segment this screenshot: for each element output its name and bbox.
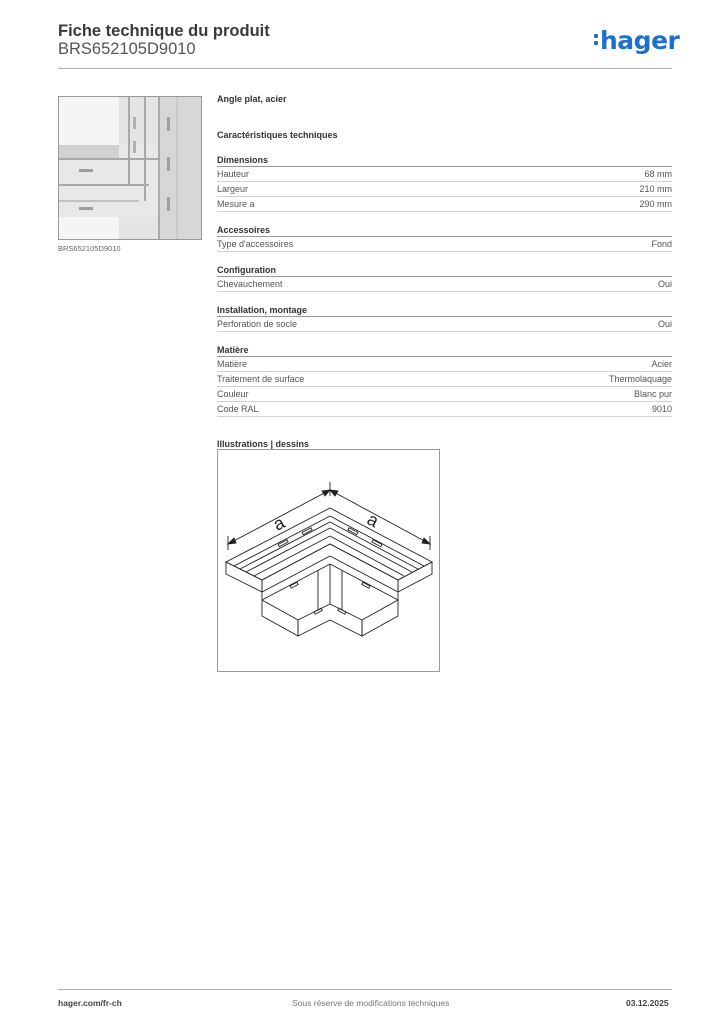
product-image bbox=[58, 96, 202, 240]
spec-label: Largeur bbox=[217, 184, 249, 194]
spec-row bbox=[217, 387, 672, 402]
spec-label: Hauteur bbox=[217, 169, 250, 179]
header-divider bbox=[58, 68, 672, 69]
spec-label: Perforation de socle bbox=[217, 319, 298, 329]
group-configuration bbox=[217, 265, 672, 292]
spec-value: 9010 bbox=[651, 404, 672, 414]
footer-divider bbox=[58, 989, 672, 990]
spec-row bbox=[217, 237, 672, 252]
dimension-label-right: a bbox=[363, 508, 383, 532]
footer-website-link[interactable]: hager.com/fr-ch bbox=[58, 998, 122, 1008]
spec-value: 68 mm bbox=[644, 169, 672, 179]
spec-row bbox=[217, 167, 672, 182]
spec-value: Thermolaquage bbox=[608, 374, 672, 384]
spec-row bbox=[217, 357, 672, 372]
spec-row bbox=[217, 372, 672, 387]
group-dimensions bbox=[217, 155, 672, 212]
group-installation bbox=[217, 305, 672, 332]
spec-value: Oui bbox=[657, 279, 672, 289]
spec-label: Traitement de surface bbox=[217, 374, 305, 384]
group-title: Accessoires bbox=[217, 225, 672, 237]
spec-label: Code RAL bbox=[217, 404, 259, 414]
spec-value: 290 mm bbox=[639, 199, 672, 209]
group-title: Installation, montage bbox=[217, 305, 672, 317]
spec-row bbox=[217, 402, 672, 417]
product-photo-illustration bbox=[59, 97, 202, 240]
spec-row bbox=[217, 197, 672, 212]
flat-angle-line-drawing bbox=[218, 450, 439, 671]
characteristics-heading: Caractéristiques techniques bbox=[217, 130, 338, 140]
spec-label: Matière bbox=[217, 359, 248, 369]
product-reference: BRS652105D9010 bbox=[58, 40, 196, 58]
page-title: Fiche technique du produit bbox=[58, 22, 270, 40]
group-material bbox=[217, 345, 672, 417]
brand-name: hager bbox=[600, 26, 680, 55]
illustrations-heading: Illustrations | dessins bbox=[217, 439, 310, 449]
spec-label: Chevauchement bbox=[217, 279, 283, 289]
group-title: Configuration bbox=[217, 265, 672, 277]
group-accessories bbox=[217, 225, 672, 252]
footer-disclaimer: Sous réserve de modifications techniques bbox=[292, 998, 450, 1008]
technical-drawing bbox=[217, 449, 440, 672]
spec-value: Oui bbox=[657, 319, 672, 329]
brand-logo[interactable] bbox=[594, 26, 679, 55]
group-title: Matière bbox=[217, 345, 672, 357]
spec-label: Couleur bbox=[217, 389, 249, 399]
spec-label: Mesure a bbox=[217, 199, 255, 209]
specification-block bbox=[217, 94, 672, 451]
spec-value: Fond bbox=[651, 239, 672, 249]
group-title: Dimensions bbox=[217, 155, 672, 167]
logo-dots-icon bbox=[594, 33, 598, 47]
product-image-caption: BRS652105D9010 bbox=[58, 244, 121, 253]
spec-value: Acier bbox=[651, 359, 672, 369]
footer-date: 03.12.2025 bbox=[626, 998, 669, 1008]
spec-row bbox=[217, 317, 672, 332]
spec-value: Blanc pur bbox=[633, 389, 672, 399]
spec-row bbox=[217, 277, 672, 292]
product-name: Angle plat, acier bbox=[217, 94, 287, 104]
spec-row bbox=[217, 182, 672, 197]
spec-label: Type d'accessoires bbox=[217, 239, 294, 249]
dimension-label-left: a bbox=[269, 512, 289, 535]
spec-value: 210 mm bbox=[639, 184, 672, 194]
